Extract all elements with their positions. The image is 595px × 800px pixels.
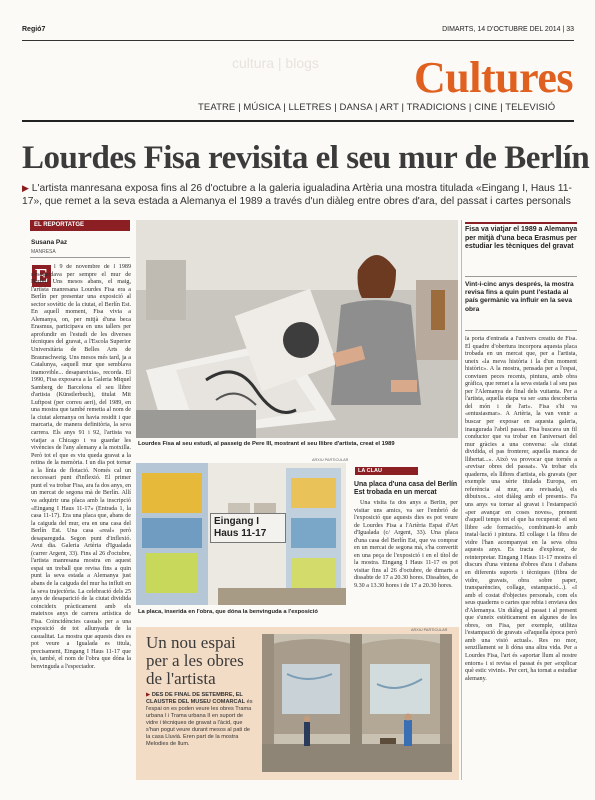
subnav-item: TRADICIONS	[406, 102, 467, 113]
box2-lead	[146, 692, 254, 748]
article-column-1: l 9 de novembre de l 1989 s'esquerdava per sempre el mur de Berlín. Uns mesos abans, el maig, l'artista manresana Lourdes Fisa era a Berlín per presentar una exposició al sector soviètic de la ciutat, el Berlín Est. En aquell moment, Fisa vivia a Alemanya, on, per mitjà d'una beca Erasmus, participava en uns tallers per aprofundir en l'estudi de les diverses tècniques del gravat, a l'Escola Superior Universitària de Belles Arts de Braunschweig. Uns mesos més tard, ja a Catalunya, «aquell mur que semblava inamovible... desapareixia», recorda. El 1990, Fisa exposava a la Galeria Miquel Samberg de Barcelona el seu llibre d'artista (Künstlerbuch), titulat Mit Luftpost (per correu aeri), del 1989, en una mostra que també remetia al nom de la ciutat alemanya on havia residit i que marcaria, de manera definitòria, la seva carrera. Els anys 91 i 92, l'artista va viatjar a Chicago i va guardar les vivències de l'any alemany a la motxilla. Però tot el que es viu queda gravat a la retina de la memòria. I un dia pot tornar a la línia de flotació. Només cal un neccessari punt d'inflexió. El primer punt el va trobar Fisa, ara fa dos anys, en un mercat de segona mà de Berlín. Allí va adquirir una placa amb la inscripció «Eingang I Haus 11-17» (Entrada 1, la casa 11-17). Era una placa que, abans de la caiguda del mur, era en una casa del Berlín Est. Una casa «real» però desapareguda. Segon punt d'inflexió. Avui dia. Galeria Artèria d'Igualada (carrer Argent, 33). Fins al 26 d'octubre, l'artista manresana mostra en aquest espai un treball que revisa fins a quin punt la seva estada a Alemanya just abans de la caiguda del mur ha influït en la seva trajectòria. La celebració dels 25 anys de desaparició de la ciutat dividida coincideix pràcticament amb els mateixos anys de carrera artística de Fisa. Coincidències casuals per a una exposició de tot allunyada de la casualitat. La mostra que aquests dies es pot veure a Igualada es titula, precisament, Eingang I Haus 11-17 que és, també, el nom de l'obra que dóna la benvinguda a l'espectador.	[31, 264, 131, 670]
header-rule	[22, 40, 574, 41]
triangle-bullet-icon: ▶	[146, 692, 151, 698]
subnav-item: ART	[379, 102, 399, 113]
triangle-bullet-icon: ▶	[22, 183, 29, 193]
sidebox-rule-mid	[465, 276, 577, 277]
photo-artist-studio	[136, 220, 458, 438]
cloister-illustration	[262, 634, 452, 772]
clau-title: Una placa d'una casa del Berlín Est trobada en un mercat	[354, 481, 458, 497]
page-header	[22, 23, 574, 37]
column-divider	[461, 220, 462, 780]
subnav-item: TEATRE	[198, 102, 236, 113]
deck-text: L'artista manresana exposa fins al 26 d'octubre a la galeria igualadina Artèria una mostra titulada «Eingang I, Haus 11-17», que remet a la seva estada a Alemanya el 1989 a través d'un diàleg entre obres d'ara, del passat i cartes personals	[22, 183, 572, 207]
photo-artist-illustration	[136, 220, 458, 438]
plaque-line-2: Haus 11-17	[214, 528, 267, 539]
clau-body: Una visita fa dos anys a Berlín, per visitar uns amics, va ser l'embrió de l'exposició que aquests dies es pot veure de Lourdes Fisa a l'Artèria Espai d'Art d'Igualada (c/ Argent, 33). Una placa d'una casa del Berlín Est, que va comprar en un mercat de segona mà, s'ha convertit en una peça de l'exposició i en el títol de la mostra. Eingang I Haus 11-17 es pot visitar fins al 26 d'octubre, de dimarts a dissabte de 17 a 20.30 hores. Dissabtes, de 9.30 a 13.30 hores i de 17 a 20.30 hores.	[354, 500, 458, 590]
photo2-caption: La placa, inserida en l'obra, que dóna la benvinguda a l'exposició	[138, 609, 318, 615]
eingang-plaque	[210, 513, 286, 543]
photo-gallery-plaque	[136, 463, 346, 605]
sidebox-rule-bottom	[465, 330, 577, 331]
author-rule	[30, 257, 130, 258]
newspaper-name: Regió7	[22, 26, 46, 33]
section-title: Cultures	[414, 53, 573, 102]
dropcap: E	[32, 265, 51, 287]
plaque-line-1: Eingang I	[214, 516, 259, 527]
photo-cloister	[262, 634, 452, 772]
subnav-item: CINE	[474, 102, 498, 113]
clau-tag: LA CLAU	[355, 467, 418, 475]
author-name: Susana Paz	[31, 239, 68, 246]
deck	[22, 182, 582, 208]
photo1-caption: Lourdes Fisa al seu estudi, al passeig de Pere III, mostrant el seu llibre d'artista, creat el 1989	[138, 441, 395, 447]
subnav-item: DANSA	[339, 102, 373, 113]
sidebox-sub: Vint-i-cinc anys després, la mostra revisa fins a quin punt l'estada al país germànic va influir en la seva obra	[465, 281, 574, 313]
box2-title: Un nou espai per a les obres de l'artista	[146, 633, 244, 688]
headline: Lourdes Fisa revisita el seu mur de Berlín	[22, 140, 590, 176]
sidebox-title: Fisa va viatjar el 1989 a Alemanya per mitjà d'una beca Erasmus per estudiar les tècniques del gravat	[465, 226, 578, 251]
kicker-label: EL REPORTATGE	[30, 220, 130, 231]
subnav-item: MÚSICA	[243, 102, 281, 113]
subnav-item: LLETRES	[288, 102, 332, 113]
page-date-number: DIMARTS, 14 D'OCTUBRE DEL 2014 | 33	[442, 26, 574, 33]
photo2-credit: ARXIU PARTICULAR	[312, 458, 349, 462]
ghost-watermark: cultura | blogs	[232, 55, 319, 71]
author-place: MANRESA	[31, 249, 56, 255]
article-column-4: la porta d'entrada a l'univers creatiu de Fisa. El quadre d'obertura incorpora aquesta placa trobada en un mercat que, per a l'artista, uneix «la meva història i la d'un moment històric». A la mostra, pensada per a l'espai, conviuen peces recents, pintura, amb obra gràfica, que remet a la seva estada i al seu pas per l'Alemanya de final dels vuitanta. Per a l'artista, aquella etapa va ser «una descoberta del món i de l'art». Fisa s'hi va «entusiasmar». A Artèria, la van venir a buscar per exposar en aquesta galeria, inaugurada l'abril passat. Fisa buscava un fil conductor que va trobar en l'aniversari del mur gràcies a una conversa: «la ciutat dividida, el pas fronterer, aquella manca de llibertat...». Això va provocar que tornés a «revisar obres del passat». Va trobar els quaderns, els llibres d'artista, els gravats (per exemple una sèrie titulada Europa, en referència al mur, ara revisada), els dibuixos... «tot diàleg amb el present». Fa uns anys va tornar al gravat i l'estampació «per avançar en coses noves», prenent d'aquell temps tot el que ha recuperat: el seu llibre «de formació», combinant-lo amb instal·lació i pintura. El collage i la fibra de vidre l'han acompanyat en la seva obra aquests anys. Es tracta d'explorar, de reinterpretar. Eingang I Haus 11-17 mostra el discurs d'una vintena d'obres d'ara i d'abans en diferents suports i tècniques (fibra de vidre, gravats, obra sobre paper, transparències, collage, estampació...). «I amb el costat d'objectes personals, com els seus quaderns o cartes que rebia i enviava des d'Alemanya. Un diàleg al passat i al present que s'uneix estèticament en algunes de les obres, on Fisa, per exemple, utilitza l'estampació de gravats «d'aquella època però amb una visió actual». Res no mor, senzillament se li dóna una altra vida. Per a Lourdes Fisa, l'art és «aportar llum al nostre entorn» i si revisa el passat és per «explicar què estic vivint». Per cert, ha tornat a estudiar alemany.	[465, 336, 577, 682]
sidebox-rule-top	[465, 222, 577, 224]
subnav-rule	[22, 120, 574, 122]
box2-credit: ARXIU PARTICULAR	[411, 628, 448, 632]
section-subnav: TEATRE | MÚSICA | LLETRES | DANSA | ART | TRADICIONS | CINE | TELEVISIÓ	[198, 102, 556, 113]
box2-lead-text: és l'espai on es poden veure les obres Trama urbana I i Trama urbana II en suport de vidre i tècniques de gravat a l'àcid, que s'han pogut veure durant mesos al pati de la casa Lluvià. Eren part de la mostra Melodies de llum.	[146, 699, 253, 747]
box2-lead-bold: DES DE FINAL DE SETEMBRE, EL CLAUSTRE DEL MUSEU COMARCAL	[146, 692, 246, 705]
subnav-item: TELEVISIÓ	[505, 102, 556, 113]
